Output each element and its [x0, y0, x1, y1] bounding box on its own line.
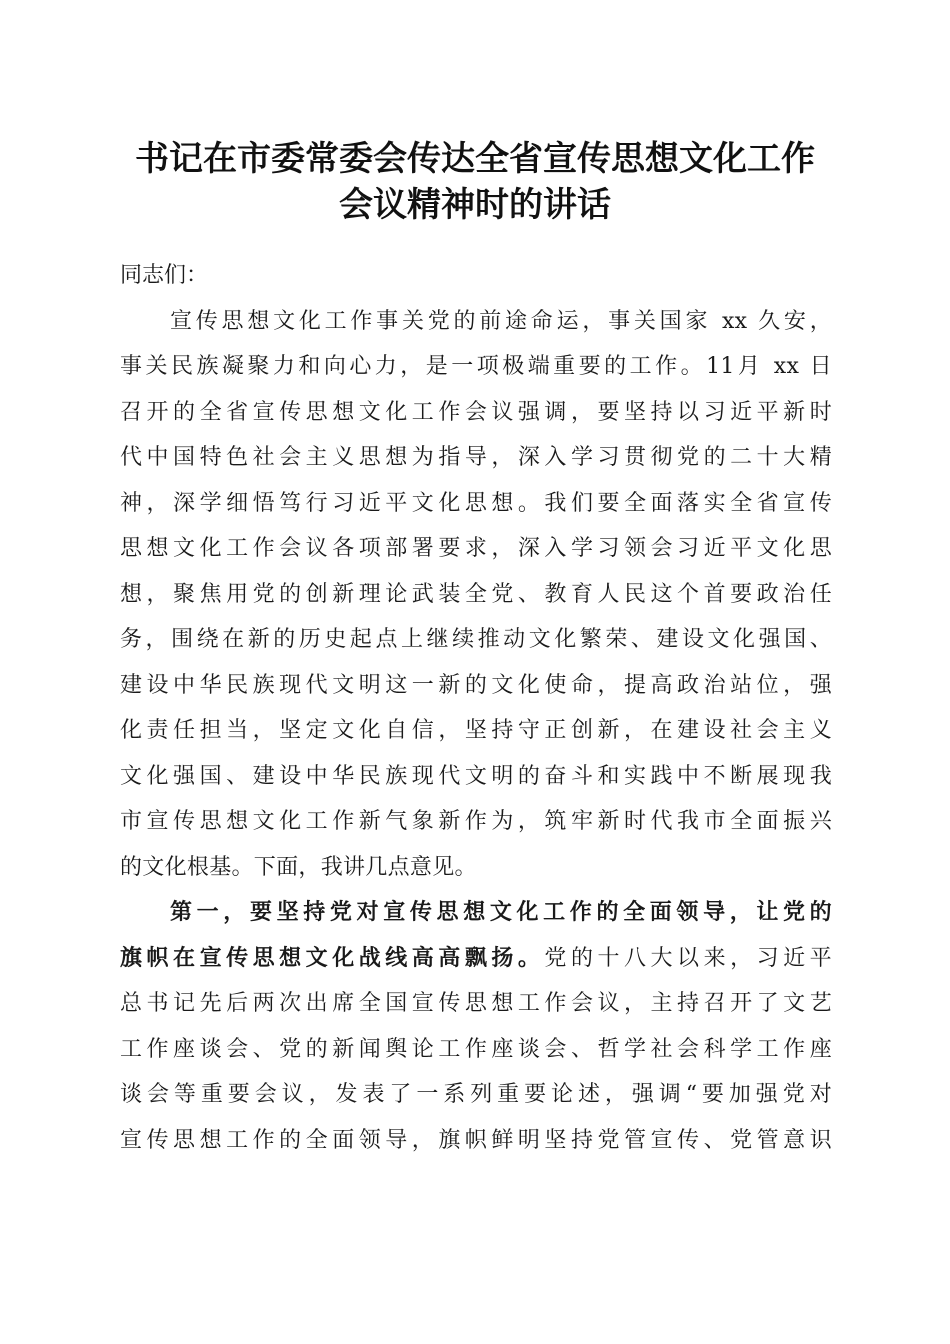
paragraph-line: 文化强国、建设中华民族现代文明的奋斗和实践中不断展现我 [120, 763, 832, 789]
title-line-1: 书记在市委常委会传达全省宣传思想文化工作 [135, 139, 815, 179]
paragraph-line: 化责任担当，坚定文化自信，坚持守正创新，在建设社会主义 [120, 718, 832, 743]
paragraph-line: 宣传思想文化工作事关党的前途命运，事关国家 xx 久安， [170, 308, 832, 334]
paragraph-line: 神，深学细悟笃行习近平文化思想。我们要全面落实全省宣传 [120, 490, 832, 516]
point-heading-continuation: 旗帜在宣传思想文化战线高高飘扬。 [120, 944, 545, 971]
paragraph-line: 建设中华民族现代文明这一新的文化使命，提高政治站位，强 [120, 672, 832, 698]
paragraph-line: 想，聚焦用党的创新理论武装全党、教育人民这个首要政治任 [120, 581, 832, 607]
point-heading-line: 第一，要坚持党对宣传思想文化工作的全面领导，让党的 [170, 899, 832, 925]
salutation: 同志们： [120, 263, 209, 288]
document-body [120, 253, 832, 1163]
paragraph-line: 的文化根基。下面，我讲几点意见。 [120, 854, 477, 880]
paragraph-line: 思想文化工作会议各项部署要求，深入学习领会习近平文化思 [120, 536, 832, 561]
paragraph-intro [120, 299, 832, 891]
paragraph-line-rest: 党的十八大以来，习近平 [544, 945, 832, 971]
paragraph-line: 务，围绕在新的历史起点上继续推动文化繁荣、建设文化强国、 [120, 627, 832, 652]
paragraph-line: 宣传思想工作的全面领导，旗帜鲜明坚持党管宣传、党管意识 [120, 1127, 832, 1153]
paragraph-first-point [120, 890, 832, 1163]
paragraph-line: 工作座谈会、党的新闻舆论工作座谈会、哲学社会科学工作座 [120, 1036, 832, 1062]
paragraph-line: 事关民族凝聚力和向心力，是一项极端重要的工作。11月 xx 日 [120, 354, 832, 379]
paragraph-line: 市宣传思想文化工作新气象新作为，筑牢新时代我市全面振兴 [120, 809, 832, 834]
title-line-2: 会议精神时的讲话 [339, 185, 611, 225]
paragraph-line: 总书记先后两次出席全国宣传思想工作会议，主持召开了文艺 [120, 991, 832, 1016]
paragraph-line: 代中国特色社会主义思想为指导，深入学习贯彻党的二十大精 [120, 445, 832, 470]
paragraph-line: 召开的全省宣传思想文化工作会议强调，要坚持以习近平新时 [120, 399, 832, 425]
paragraph-line: 谈会等重要会议，发表了一系列重要论述，强调“要加强党对 [120, 1082, 832, 1107]
document-title [100, 136, 850, 228]
paragraph-line [120, 936, 832, 982]
